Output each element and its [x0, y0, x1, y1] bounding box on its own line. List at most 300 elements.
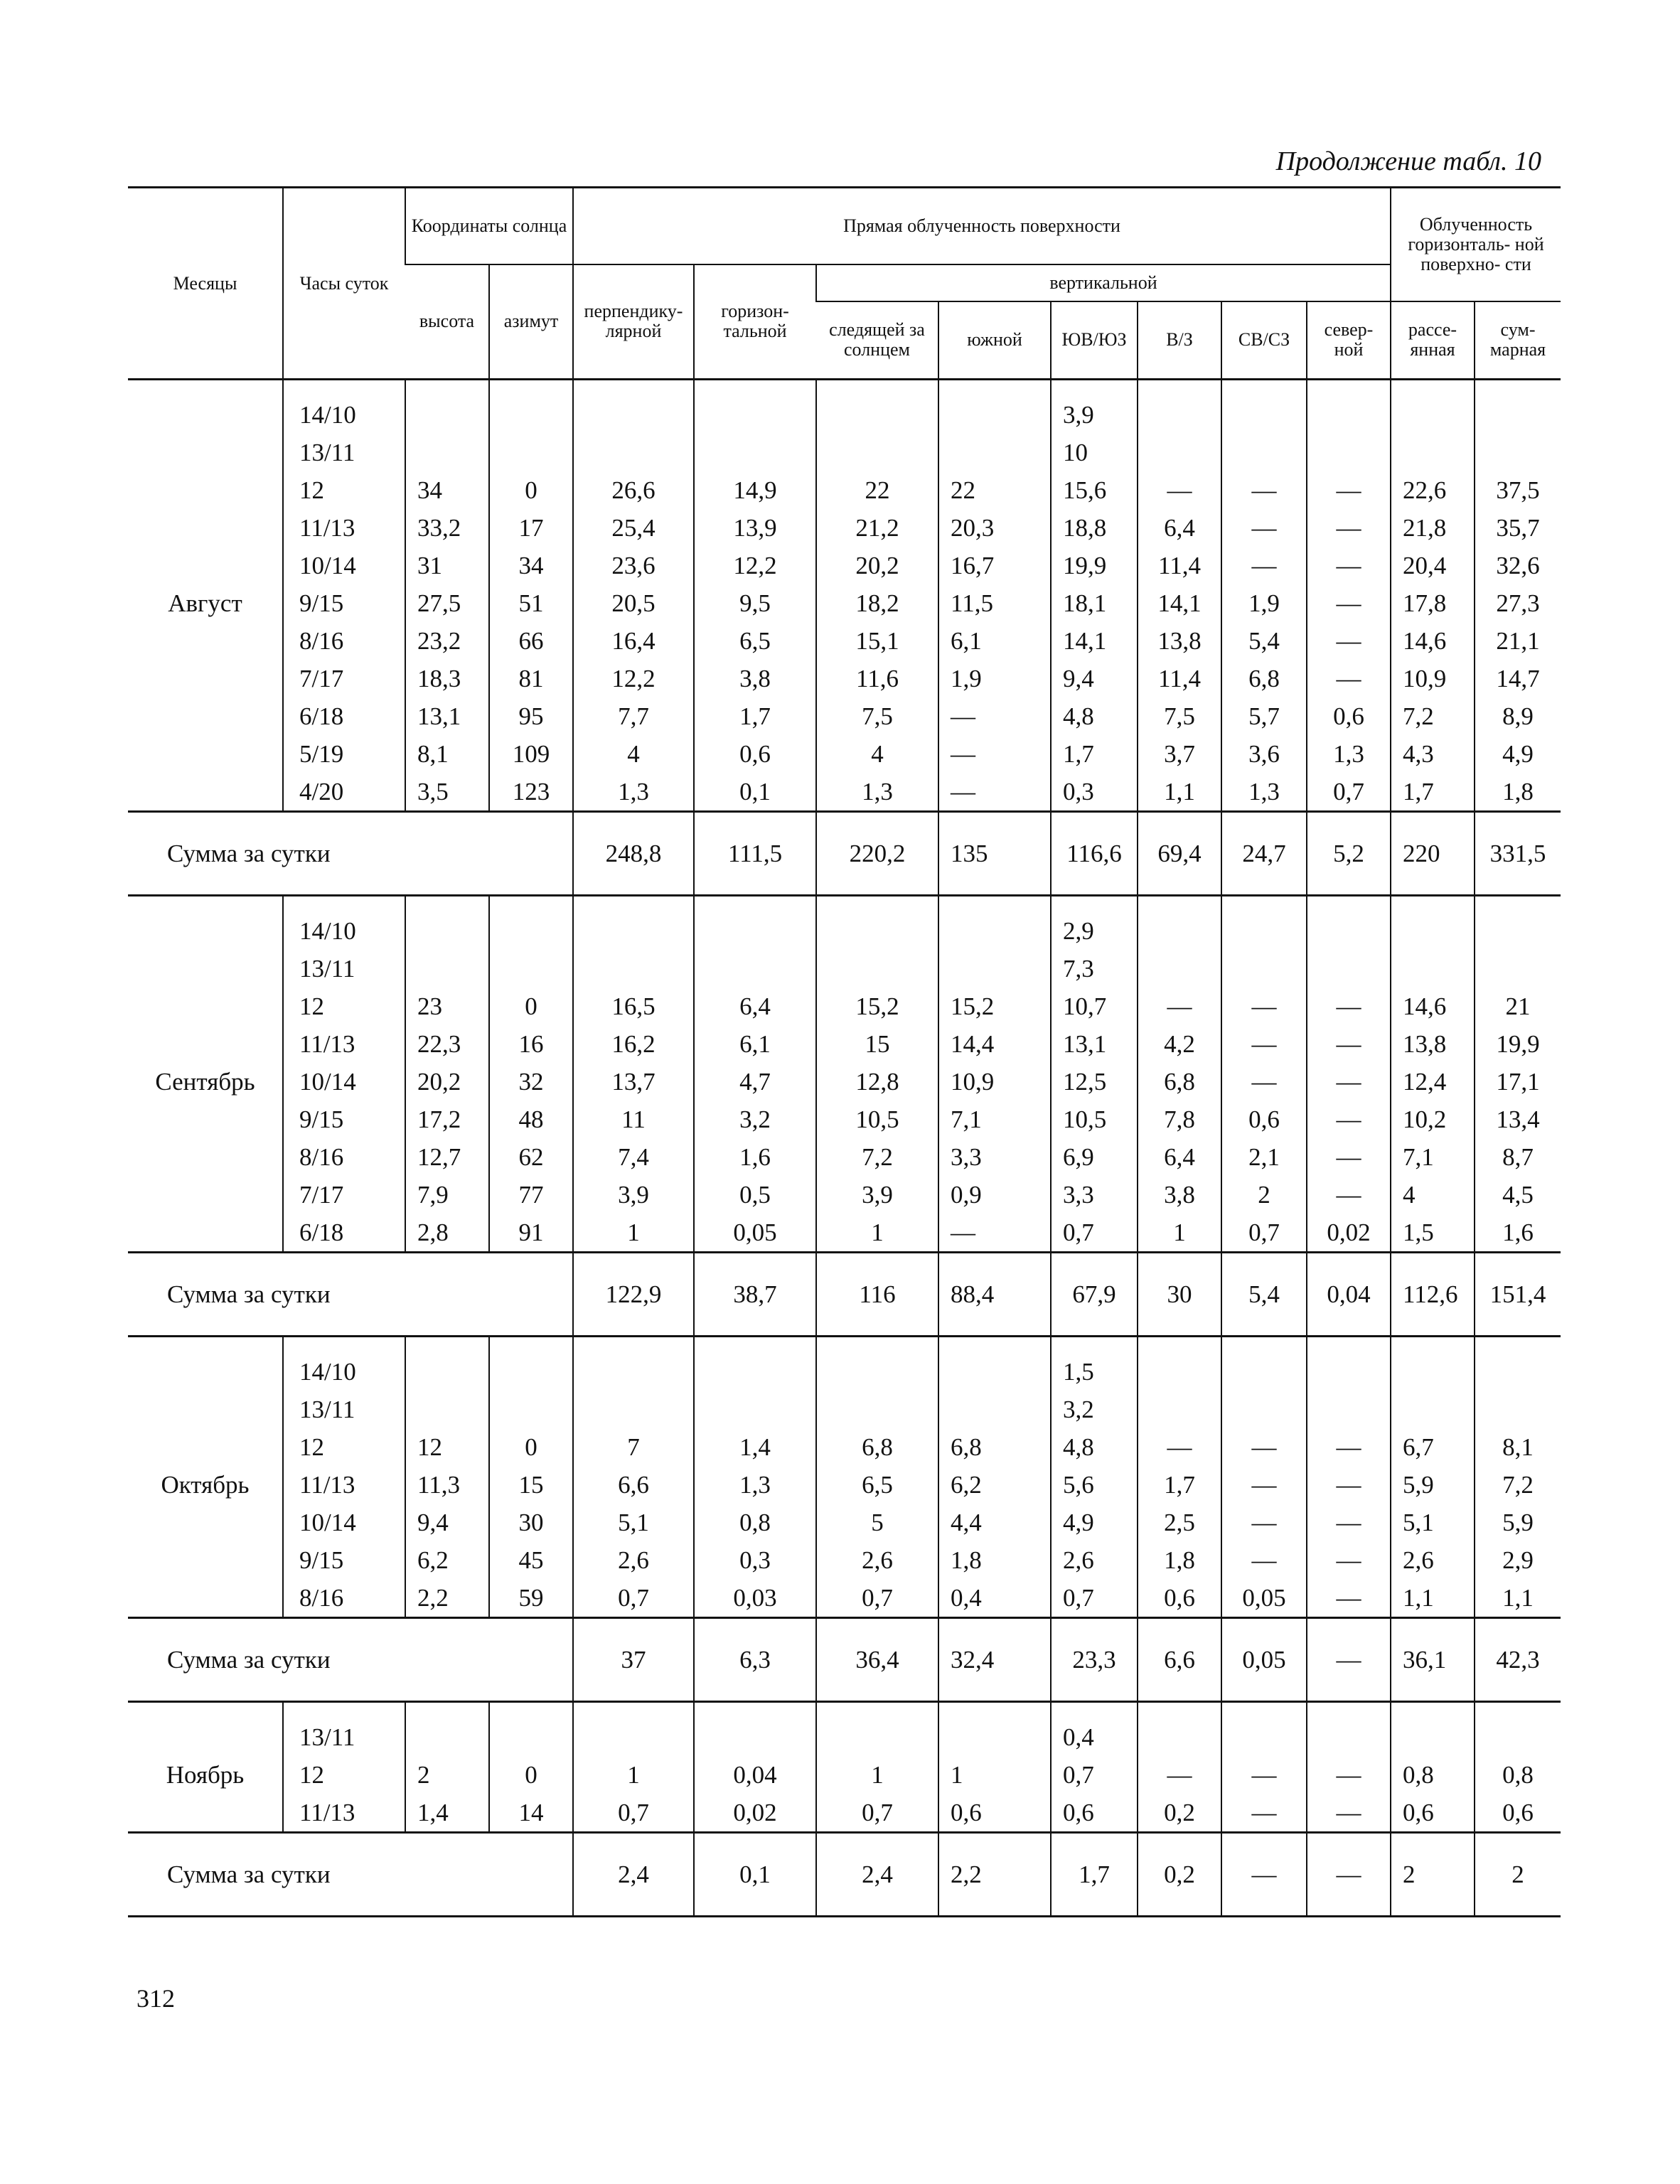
value-cell: 0,7	[1051, 1756, 1138, 1794]
value-cell: 19,9	[1475, 1025, 1561, 1063]
value-cell	[1138, 1702, 1221, 1757]
table-row	[128, 380, 1561, 434]
value-cell: 6,4	[1138, 509, 1221, 547]
sum-value-cell: 2,4	[573, 1833, 694, 1917]
value-cell: 9,4	[1051, 660, 1138, 697]
value-cell: 45	[489, 1541, 573, 1579]
value-cell: 2,9	[1475, 1541, 1561, 1579]
value-cell: 0,6	[1221, 1101, 1307, 1138]
value-cell: 16,7	[938, 547, 1051, 584]
hour-cell: 11/13	[283, 509, 405, 547]
value-cell: 66	[489, 622, 573, 660]
value-cell: 0,7	[1307, 773, 1391, 812]
table-row	[128, 1063, 1561, 1101]
value-cell	[1221, 1702, 1307, 1757]
header-tracking: следящей за солнцем	[816, 301, 938, 380]
value-cell: 1,7	[1138, 1466, 1221, 1504]
table-row	[128, 1504, 1561, 1541]
value-cell: 0,1	[694, 773, 816, 812]
value-cell: 0,2	[1138, 1794, 1221, 1833]
value-cell	[489, 896, 573, 951]
value-cell	[938, 896, 1051, 951]
value-cell: 6,4	[694, 987, 816, 1025]
value-cell	[1221, 434, 1307, 471]
value-cell: 23,2	[405, 622, 489, 660]
value-cell	[405, 380, 489, 434]
value-cell: 1,5	[1391, 1214, 1475, 1253]
value-cell	[1221, 896, 1307, 951]
sum-value-cell: 32,4	[938, 1618, 1051, 1702]
value-cell: 1,8	[938, 1541, 1051, 1579]
value-cell: 2,6	[1391, 1541, 1475, 1579]
value-cell: 0,8	[694, 1504, 816, 1541]
month-cell: Октябрь	[161, 1470, 250, 1499]
value-cell: 1,8	[1475, 773, 1561, 812]
table-row	[128, 1138, 1561, 1176]
value-cell	[938, 1337, 1051, 1391]
value-cell: 6,8	[816, 1428, 938, 1466]
table-row	[128, 509, 1561, 547]
header-months: Месяцы	[128, 188, 283, 380]
value-cell: 6,2	[405, 1541, 489, 1579]
value-cell: 1,3	[573, 773, 694, 812]
hour-cell: 8/16	[283, 622, 405, 660]
value-cell: 1,4	[694, 1428, 816, 1466]
value-cell: 1,5	[1051, 1337, 1138, 1391]
sum-value-cell: 36,4	[816, 1618, 938, 1702]
value-cell: 0,6	[1391, 1794, 1475, 1833]
value-cell: 2,5	[1138, 1504, 1221, 1541]
table-header	[128, 188, 1561, 380]
value-cell: 13,8	[1138, 622, 1221, 660]
value-cell: 14	[489, 1794, 573, 1833]
value-cell: 0,6	[1051, 1794, 1138, 1833]
value-cell: 0,02	[1307, 1214, 1391, 1253]
value-cell: 3,6	[1221, 735, 1307, 773]
hour-cell: 14/10	[283, 1337, 405, 1391]
sum-value-cell: —	[1307, 1833, 1391, 1917]
value-cell: 3,2	[1051, 1391, 1138, 1428]
value-cell: 2	[405, 1756, 489, 1794]
value-cell: 22,6	[1391, 471, 1475, 509]
sum-value-cell: 151,4	[1475, 1253, 1561, 1337]
value-cell: 7,3	[1051, 950, 1138, 987]
value-cell: 12,5	[1051, 1063, 1138, 1101]
value-cell	[938, 434, 1051, 471]
value-cell: 14,1	[1051, 622, 1138, 660]
daily-sum-row	[128, 1618, 1561, 1702]
value-cell: 35,7	[1475, 509, 1561, 547]
value-cell: —	[1307, 622, 1391, 660]
value-cell: 1,3	[1307, 735, 1391, 773]
value-cell	[1475, 1337, 1561, 1391]
sum-value-cell: 0,04	[1307, 1253, 1391, 1337]
sum-label: Сумма за сутки	[128, 1253, 573, 1337]
value-cell: 123	[489, 773, 573, 812]
value-cell: 0,7	[1221, 1214, 1307, 1253]
hour-cell: 8/16	[283, 1579, 405, 1618]
value-cell: 7,4	[573, 1138, 694, 1176]
value-cell: 77	[489, 1176, 573, 1214]
value-cell: —	[1138, 471, 1221, 509]
value-cell	[1221, 950, 1307, 987]
value-cell: —	[1307, 1504, 1391, 1541]
value-cell: 11,3	[405, 1466, 489, 1504]
value-cell: 6,9	[1051, 1138, 1138, 1176]
value-cell: —	[1307, 1428, 1391, 1466]
value-cell: 0,3	[1051, 773, 1138, 812]
value-cell: 0,6	[1138, 1579, 1221, 1618]
value-cell: —	[1221, 1541, 1307, 1579]
value-cell: 4,8	[1051, 697, 1138, 735]
value-cell: —	[1138, 987, 1221, 1025]
sum-value-cell: 0,05	[1221, 1618, 1307, 1702]
value-cell: 0,9	[938, 1176, 1051, 1214]
value-cell	[1307, 380, 1391, 434]
value-cell: 81	[489, 660, 573, 697]
value-cell: —	[1221, 1063, 1307, 1101]
value-cell: 10,9	[938, 1063, 1051, 1101]
value-cell: 5,1	[573, 1504, 694, 1541]
month-cell: Август	[168, 589, 242, 617]
value-cell: 10,5	[816, 1101, 938, 1138]
value-cell	[1391, 380, 1475, 434]
value-cell: 11,4	[1138, 660, 1221, 697]
value-cell: 0,7	[1051, 1579, 1138, 1618]
value-cell: 4	[573, 735, 694, 773]
hour-cell: 11/13	[283, 1466, 405, 1504]
value-cell: 1,7	[1051, 735, 1138, 773]
value-cell	[405, 1337, 489, 1391]
value-cell: 22	[938, 471, 1051, 509]
value-cell: 22,3	[405, 1025, 489, 1063]
value-cell: 2,2	[405, 1579, 489, 1618]
value-cell: 12,7	[405, 1138, 489, 1176]
table-row	[128, 434, 1561, 471]
value-cell: 0	[489, 471, 573, 509]
table-row	[128, 950, 1561, 987]
value-cell: —	[1307, 987, 1391, 1025]
sum-value-cell: 5,2	[1307, 812, 1391, 896]
value-cell: —	[1307, 1101, 1391, 1138]
value-cell: —	[1307, 660, 1391, 697]
value-cell: 8,1	[1475, 1428, 1561, 1466]
value-cell: —	[1307, 1794, 1391, 1833]
value-cell: 7,7	[573, 697, 694, 735]
value-cell: 6,2	[938, 1466, 1051, 1504]
hour-cell: 14/10	[283, 380, 405, 434]
value-cell	[816, 1391, 938, 1428]
value-cell: —	[1307, 1541, 1391, 1579]
value-cell: 13,1	[405, 697, 489, 735]
value-cell	[694, 434, 816, 471]
sum-value-cell: 2,4	[816, 1833, 938, 1917]
value-cell	[1391, 950, 1475, 987]
value-cell: 1	[1138, 1214, 1221, 1253]
value-cell	[405, 1702, 489, 1757]
value-cell	[1307, 434, 1391, 471]
header-altitude: высота	[405, 264, 489, 380]
value-cell	[489, 1702, 573, 1757]
value-cell: 0,03	[694, 1579, 816, 1618]
value-cell: —	[938, 1214, 1051, 1253]
value-cell: 0,04	[694, 1756, 816, 1794]
hour-cell: 13/11	[283, 434, 405, 471]
value-cell: 1,6	[1475, 1214, 1561, 1253]
value-cell: 9,4	[405, 1504, 489, 1541]
sum-value-cell: 69,4	[1138, 812, 1221, 896]
value-cell	[489, 434, 573, 471]
header-direct-irradiance: Прямая облученность поверхности	[573, 188, 1391, 264]
value-cell: —	[938, 773, 1051, 812]
sum-value-cell: 220	[1391, 812, 1475, 896]
value-cell: —	[1221, 1025, 1307, 1063]
value-cell: 6,5	[816, 1466, 938, 1504]
value-cell: 3,9	[816, 1176, 938, 1214]
value-cell: 4,7	[694, 1063, 816, 1101]
value-cell: 5	[816, 1504, 938, 1541]
header-north: север- ной	[1307, 301, 1391, 380]
value-cell: 10,7	[1051, 987, 1138, 1025]
value-cell	[1221, 380, 1307, 434]
hour-cell: 9/15	[283, 1101, 405, 1138]
hour-cell: 10/14	[283, 1504, 405, 1541]
value-cell: 0,3	[694, 1541, 816, 1579]
value-cell: 17	[489, 509, 573, 547]
value-cell: 20,2	[816, 547, 938, 584]
header-perpendicular: перпендику- лярной	[573, 264, 694, 380]
value-cell	[489, 380, 573, 434]
value-cell: 16,5	[573, 987, 694, 1025]
value-cell: 4,3	[1391, 735, 1475, 773]
value-cell	[1307, 1702, 1391, 1757]
value-cell: 3,7	[1138, 735, 1221, 773]
value-cell: —	[1221, 1504, 1307, 1541]
value-cell: 12,8	[816, 1063, 938, 1101]
value-cell: 1	[816, 1756, 938, 1794]
value-cell: 11,6	[816, 660, 938, 697]
value-cell	[1138, 896, 1221, 951]
hour-cell: 7/17	[283, 660, 405, 697]
value-cell: 32,6	[1475, 547, 1561, 584]
value-cell: 14,1	[1138, 584, 1221, 622]
sum-value-cell: —	[1307, 1618, 1391, 1702]
value-cell	[405, 434, 489, 471]
value-cell	[1221, 1391, 1307, 1428]
irradiance-table	[128, 186, 1561, 1917]
value-cell: 0	[489, 1756, 573, 1794]
value-cell: —	[1221, 471, 1307, 509]
value-cell: 20,3	[938, 509, 1051, 547]
month-cell: Сентябрь	[155, 1067, 255, 1096]
value-cell: 6,5	[694, 622, 816, 660]
value-cell	[573, 950, 694, 987]
value-cell	[694, 896, 816, 951]
sum-label: Сумма за сутки	[128, 1833, 573, 1917]
value-cell	[1391, 434, 1475, 471]
sum-value-cell: 23,3	[1051, 1618, 1138, 1702]
value-cell: 3,5	[405, 773, 489, 812]
value-cell	[1307, 1391, 1391, 1428]
value-cell: —	[1221, 509, 1307, 547]
hour-cell: 5/19	[283, 735, 405, 773]
value-cell: 0,5	[694, 1176, 816, 1214]
table-row	[128, 987, 1561, 1025]
header-total: сум- марная	[1475, 301, 1561, 380]
value-cell: 6,1	[694, 1025, 816, 1063]
sum-value-cell: 6,3	[694, 1618, 816, 1702]
value-cell	[1138, 950, 1221, 987]
table-row	[128, 1794, 1561, 1833]
value-cell: 10,5	[1051, 1101, 1138, 1138]
table-row	[128, 1391, 1561, 1428]
hour-cell: 13/11	[283, 950, 405, 987]
value-cell: —	[1307, 471, 1391, 509]
value-cell: 13,9	[694, 509, 816, 547]
header-e-w: В/З	[1138, 301, 1221, 380]
value-cell: 13,7	[573, 1063, 694, 1101]
value-cell	[694, 1391, 816, 1428]
sum-value-cell: 37	[573, 1618, 694, 1702]
table-row	[128, 1337, 1561, 1391]
value-cell	[1475, 1391, 1561, 1428]
value-cell: 5,6	[1051, 1466, 1138, 1504]
sum-value-cell: 111,5	[694, 812, 816, 896]
value-cell	[1475, 380, 1561, 434]
value-cell	[573, 434, 694, 471]
sum-label: Сумма за сутки	[128, 1618, 573, 1702]
value-cell: 0,8	[1391, 1756, 1475, 1794]
value-cell: 4	[816, 735, 938, 773]
value-cell: 3,2	[694, 1101, 816, 1138]
sum-value-cell: 2	[1475, 1833, 1561, 1917]
value-cell: 5,9	[1391, 1466, 1475, 1504]
value-cell: 13,4	[1475, 1101, 1561, 1138]
value-cell: 20,2	[405, 1063, 489, 1101]
value-cell	[816, 950, 938, 987]
hour-cell: 7/17	[283, 1176, 405, 1214]
value-cell	[1475, 896, 1561, 951]
value-cell: —	[1307, 1025, 1391, 1063]
value-cell: —	[938, 735, 1051, 773]
value-cell: 27,5	[405, 584, 489, 622]
value-cell: 4,9	[1051, 1504, 1138, 1541]
table-body	[128, 380, 1561, 1917]
value-cell: 27,3	[1475, 584, 1561, 622]
table-row	[128, 735, 1561, 773]
value-cell: 14,9	[694, 471, 816, 509]
value-cell: 1,9	[938, 660, 1051, 697]
header-azimuth: азимут	[489, 264, 573, 380]
value-cell: 0,7	[573, 1794, 694, 1833]
value-cell	[1307, 896, 1391, 951]
value-cell: 20,5	[573, 584, 694, 622]
value-cell	[573, 380, 694, 434]
value-cell: 7	[573, 1428, 694, 1466]
value-cell: 4,4	[938, 1504, 1051, 1541]
value-cell	[938, 1391, 1051, 1428]
value-cell: 8,9	[1475, 697, 1561, 735]
header-se-sw: ЮВ/ЮЗ	[1051, 301, 1138, 380]
table-row	[128, 896, 1561, 951]
header-ne-nw: СВ/СЗ	[1221, 301, 1307, 380]
value-cell: 1,1	[1391, 1579, 1475, 1618]
value-cell	[1475, 434, 1561, 471]
value-cell: 7,2	[816, 1138, 938, 1176]
value-cell: 7,2	[1475, 1466, 1561, 1504]
value-cell	[489, 1391, 573, 1428]
table-caption: Продолжение табл. 10	[1275, 146, 1541, 176]
sum-value-cell: 0,1	[694, 1833, 816, 1917]
sum-value-cell: 36,1	[1391, 1618, 1475, 1702]
value-cell: 1,7	[1391, 773, 1475, 812]
value-cell: 20,4	[1391, 547, 1475, 584]
value-cell: 1,3	[1221, 773, 1307, 812]
value-cell: —	[1221, 547, 1307, 584]
hour-cell: 8/16	[283, 1138, 405, 1176]
value-cell: 1,1	[1475, 1579, 1561, 1618]
daily-sum-row	[128, 812, 1561, 896]
header-horizontal-irradiance: Облученность горизонталь- ной поверхно- сти	[1391, 188, 1561, 301]
value-cell: 2,8	[405, 1214, 489, 1253]
value-cell	[405, 896, 489, 951]
value-cell: 9,5	[694, 584, 816, 622]
value-cell: 2,9	[1051, 896, 1138, 951]
value-cell: 15	[816, 1025, 938, 1063]
value-cell: 15,1	[816, 622, 938, 660]
value-cell	[1138, 434, 1221, 471]
value-cell	[573, 1391, 694, 1428]
value-cell: 0,7	[1051, 1214, 1138, 1253]
value-cell: —	[1307, 1176, 1391, 1214]
value-cell: 1	[573, 1214, 694, 1253]
sum-label: Сумма за сутки	[128, 812, 573, 896]
value-cell: 18,8	[1051, 509, 1138, 547]
value-cell	[816, 896, 938, 951]
value-cell: 23,6	[573, 547, 694, 584]
value-cell: 1,4	[405, 1794, 489, 1833]
value-cell: 10,2	[1391, 1101, 1475, 1138]
value-cell: 0,4	[1051, 1702, 1138, 1757]
sum-value-cell: 112,6	[1391, 1253, 1475, 1337]
sum-value-cell: 5,4	[1221, 1253, 1307, 1337]
value-cell: 12,4	[1391, 1063, 1475, 1101]
value-cell: 4,5	[1475, 1176, 1561, 1214]
value-cell: 3,3	[1051, 1176, 1138, 1214]
value-cell	[816, 434, 938, 471]
value-cell	[1475, 950, 1561, 987]
value-cell	[1138, 1391, 1221, 1428]
value-cell: 0,6	[1307, 697, 1391, 735]
value-cell	[1138, 1337, 1221, 1391]
value-cell: 17,2	[405, 1101, 489, 1138]
value-cell: —	[1307, 1466, 1391, 1504]
value-cell: 7,1	[938, 1101, 1051, 1138]
table-row	[128, 471, 1561, 509]
value-cell: —	[1307, 1063, 1391, 1101]
value-cell: 8,1	[405, 735, 489, 773]
sum-value-cell: 331,5	[1475, 812, 1561, 896]
table-row	[128, 1176, 1561, 1214]
value-cell: —	[1307, 1579, 1391, 1618]
value-cell: 7,2	[1391, 697, 1475, 735]
value-cell: —	[1221, 1794, 1307, 1833]
value-cell: 31	[405, 547, 489, 584]
value-cell: 7,8	[1138, 1101, 1221, 1138]
value-cell: 0,7	[573, 1579, 694, 1618]
hour-cell: 11/13	[283, 1794, 405, 1833]
value-cell: 18,1	[1051, 584, 1138, 622]
